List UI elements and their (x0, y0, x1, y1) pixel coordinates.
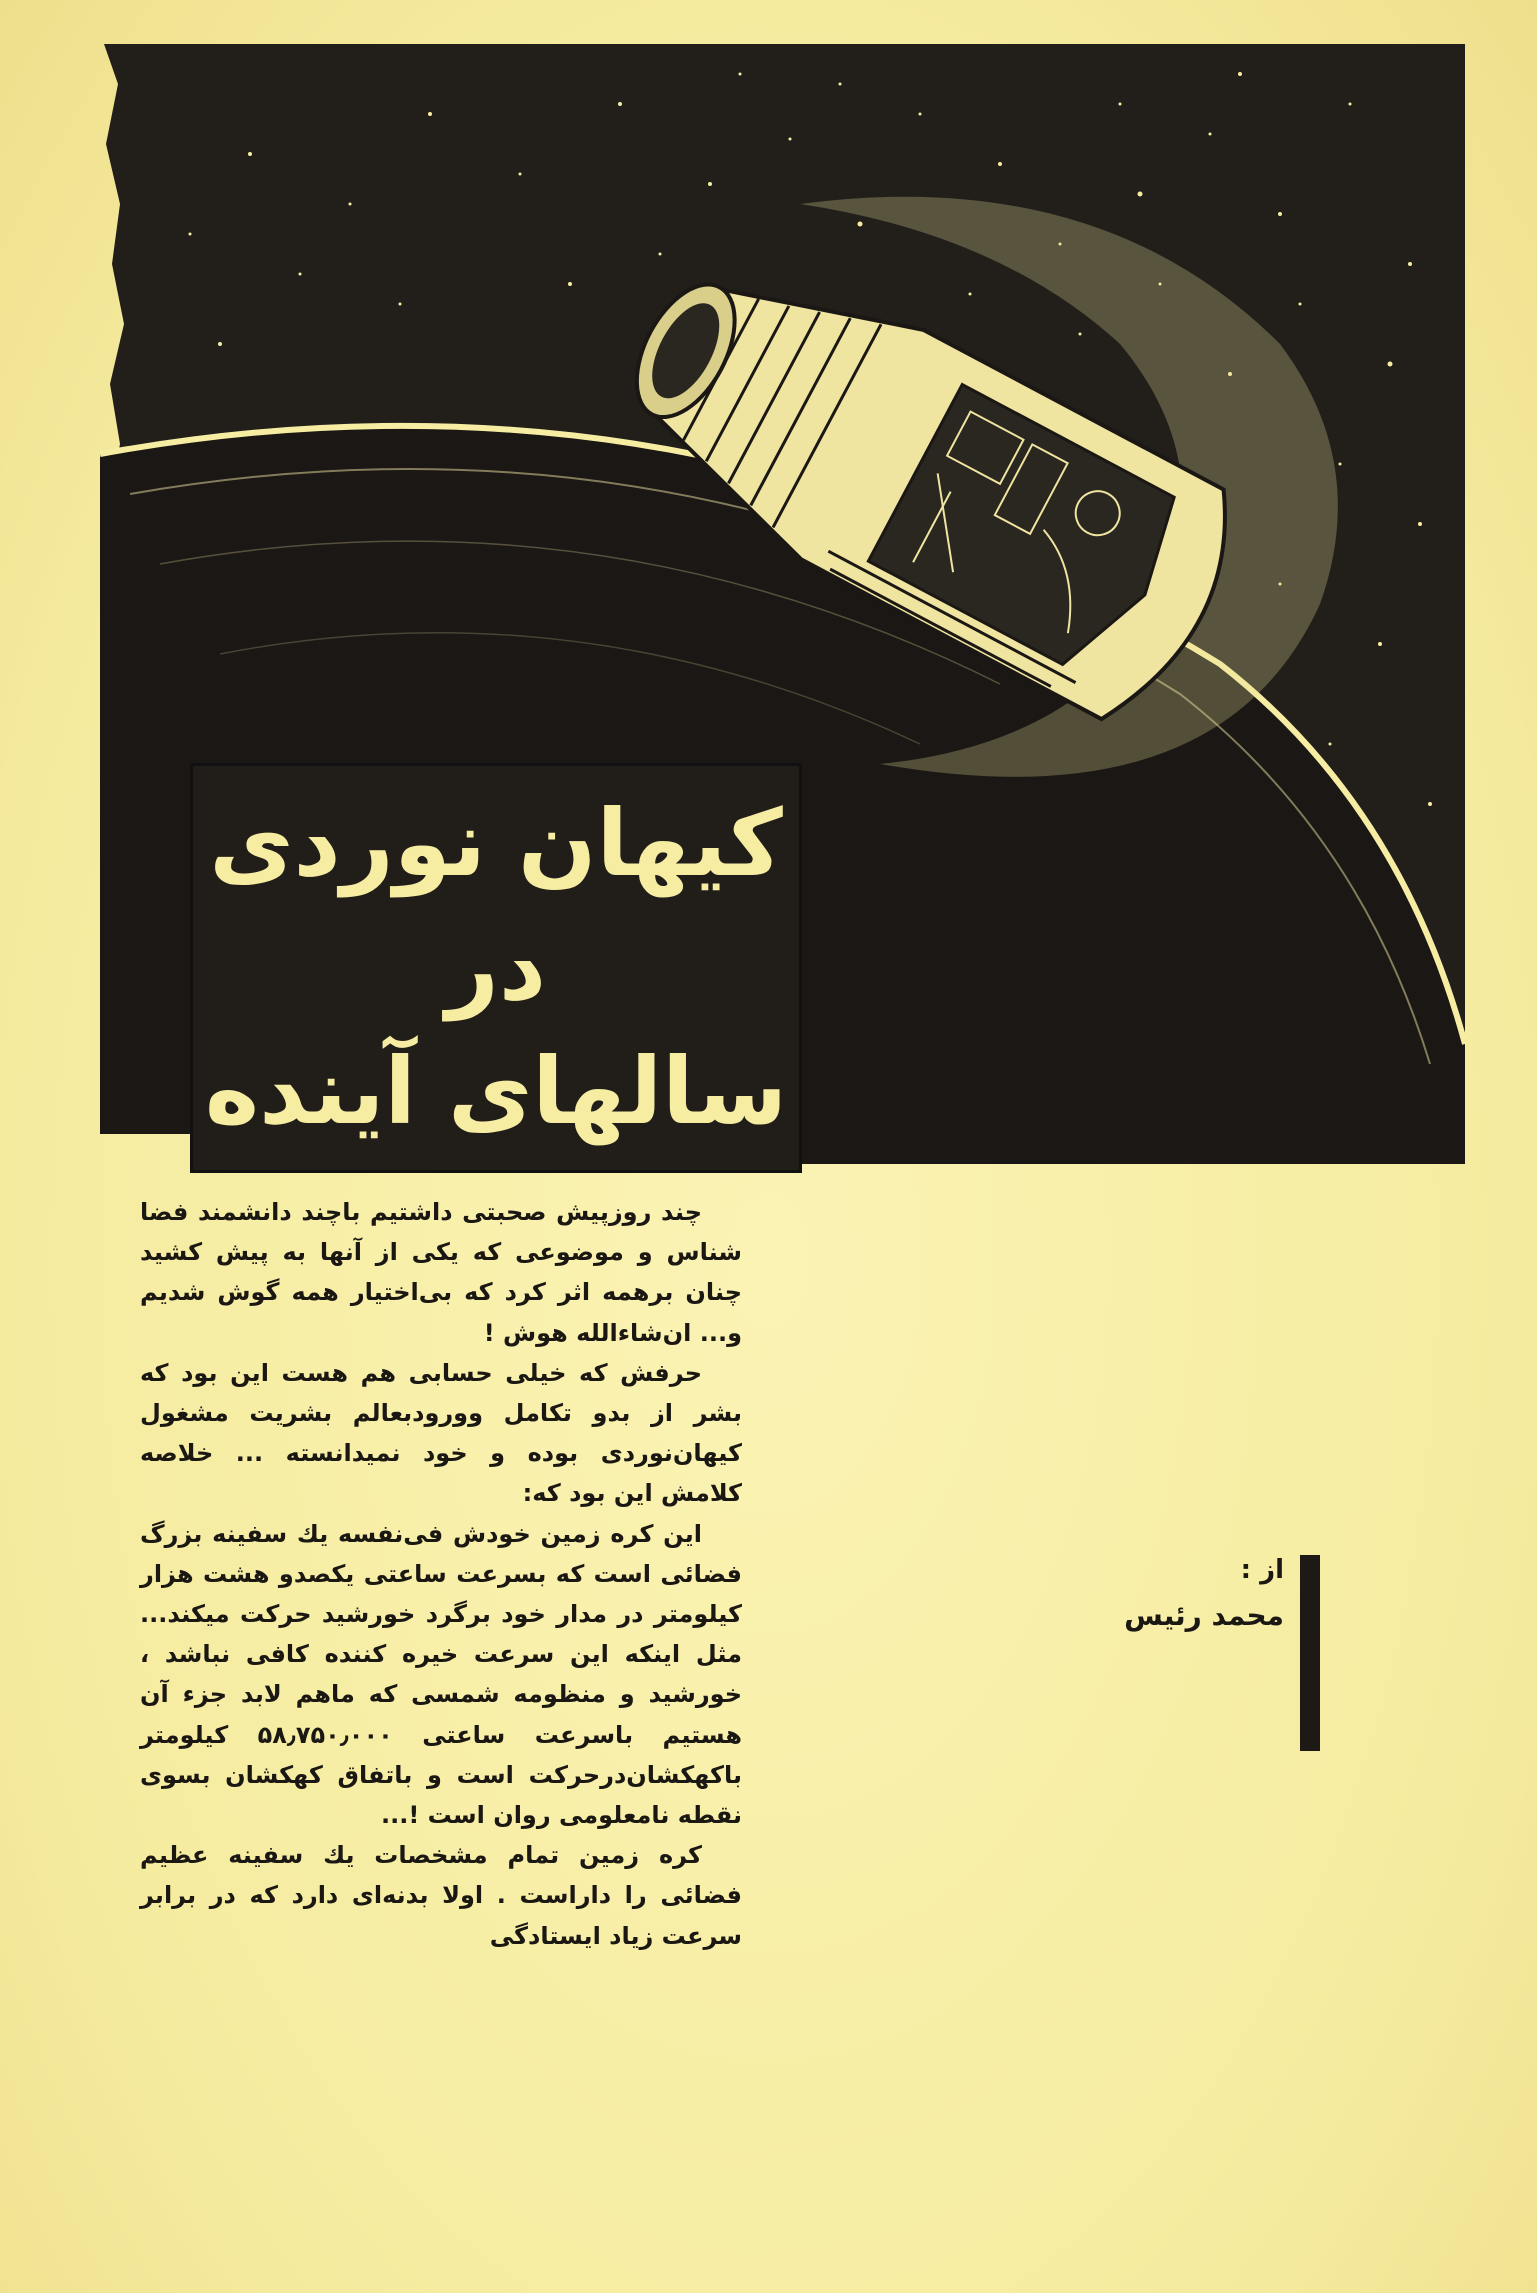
byline (1020, 1555, 1320, 1755)
byline-bar (1300, 1555, 1320, 1751)
paragraph: این کره زمین خودش فی‌نفسه یك سفینه بزرگ فضائی است که بسرعت ساعتی یکصدو هشت هزار کیلومتر در مدار خود برگرد خورشید حرکت میکند... مثل اینکه این سرعت خیره کننده کافی نباشد ، خورشید و منظومه شمسی که ماهم لابد جزء آن هستیم باسرعت ساعتی ۵۸٫۷۵۰٫۰۰۰ کیلومتر باکهکشان‌درحرکت است و باتفاق کهکشان بسوی نقطه نامعلومی روان است !... (140, 1519, 742, 1830)
title-line-1: کیهان نوردی (209, 790, 783, 897)
paragraph: حرفش که خیلی حسابی هم هست این بود که بشر از بدو تکامل وورودبعالم بشریت مشغول کیهان‌نوردی بوده و خود نمیدانسته ... خلاصه کلامش این بود که: (140, 1358, 742, 1508)
title-line-2: در (445, 914, 547, 1021)
paragraph: کره زمین تمام مشخصات یك سفینه عظیم فضائی را داراست . اولا بدنه‌ای دارد که در برابر سرعت زیاد ایستادگی (140, 1841, 742, 1950)
author-name: محمد رئیس (1124, 1599, 1284, 1632)
article-title-box (190, 763, 802, 1173)
article-body (140, 1192, 742, 1956)
title-line-3: سالهای آینده (204, 1038, 788, 1145)
paragraph: چند روزپیش صحبتی داشتیم باچند دانشمند فضا شناس و موضوعی که یکی از آنها به پیش کشید چنان برهمه اثر کرد که بی‌اختیار همه گوش شدیم و... ان‌شاءالله هوش ! (140, 1198, 742, 1347)
byline-from-label: از : (1240, 1555, 1284, 1585)
